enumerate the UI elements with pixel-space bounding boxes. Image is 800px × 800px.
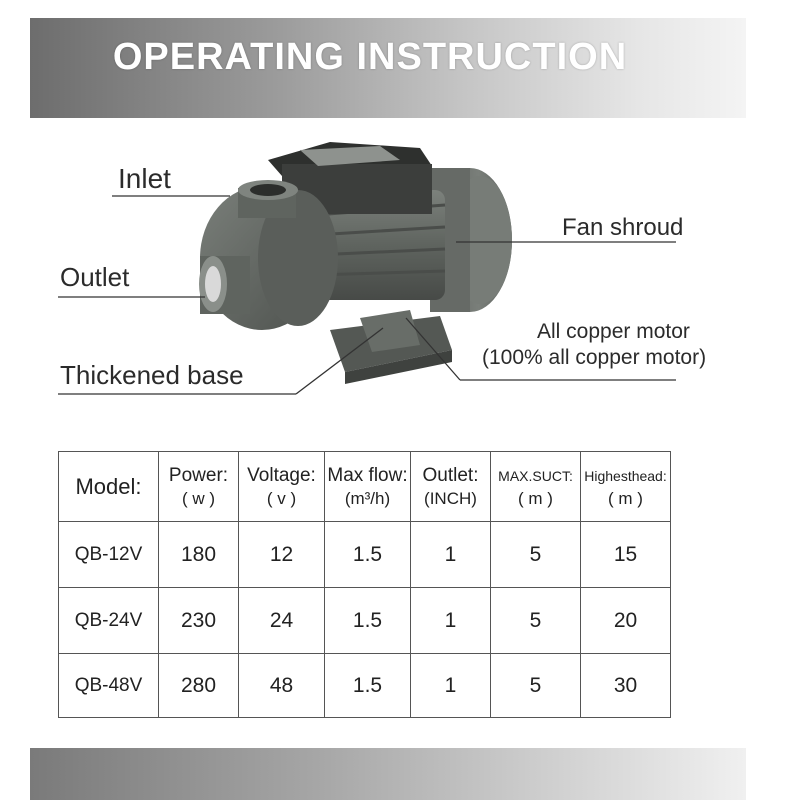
table-row <box>59 522 671 588</box>
model-cell: QB-24V <box>59 588 159 654</box>
pump-base <box>330 310 452 384</box>
header-model: Model: <box>59 452 159 522</box>
power-cell: 180 <box>159 522 239 588</box>
outlet-cell: 1 <box>411 588 491 654</box>
header-max-suction: MAX.SUCT: ( m ) <box>491 452 581 522</box>
voltage-cell: 24 <box>239 588 325 654</box>
copper-motor-sublabel: (100% all copper motor) <box>482 346 707 369</box>
outlet-label: Outlet <box>60 262 130 292</box>
footer-band <box>30 748 746 800</box>
model-cell: QB-12V <box>59 522 159 588</box>
voltage-cell: 12 <box>239 522 325 588</box>
highest-head-cell: 20 <box>581 588 671 654</box>
header-power: Power: ( w ) <box>159 452 239 522</box>
power-cell: 230 <box>159 588 239 654</box>
thickened-base-label: Thickened base <box>60 360 244 390</box>
model-cell: QB-48V <box>59 654 159 718</box>
pump-head <box>199 180 338 330</box>
max-flow-cell: 1.5 <box>325 588 411 654</box>
header-max-flow: Max flow: (m³/h) <box>325 452 411 522</box>
inlet-label: Inlet <box>118 163 171 194</box>
spec-table <box>58 451 671 718</box>
header-highest-head: Highesthead: ( m ) <box>581 452 671 522</box>
table-row <box>59 654 671 718</box>
max-suction-cell: 5 <box>491 522 581 588</box>
table-row <box>59 588 671 654</box>
table-header-row <box>59 452 671 522</box>
header-outlet: Outlet: (INCH) <box>411 452 491 522</box>
power-cell: 280 <box>159 654 239 718</box>
max-suction-cell: 5 <box>491 654 581 718</box>
highest-head-cell: 30 <box>581 654 671 718</box>
outlet-cell: 1 <box>411 522 491 588</box>
highest-head-cell: 15 <box>581 522 671 588</box>
copper-motor-label: All copper motor <box>537 320 690 343</box>
voltage-cell: 48 <box>239 654 325 718</box>
max-flow-cell: 1.5 <box>325 522 411 588</box>
page-title: OPERATING INSTRUCTION <box>112 36 628 78</box>
outlet-cell: 1 <box>411 654 491 718</box>
max-flow-cell: 1.5 <box>325 654 411 718</box>
max-suction-cell: 5 <box>491 588 581 654</box>
fan-shroud-label: Fan shroud <box>562 214 684 241</box>
header-voltage: Voltage: ( v ) <box>239 452 325 522</box>
